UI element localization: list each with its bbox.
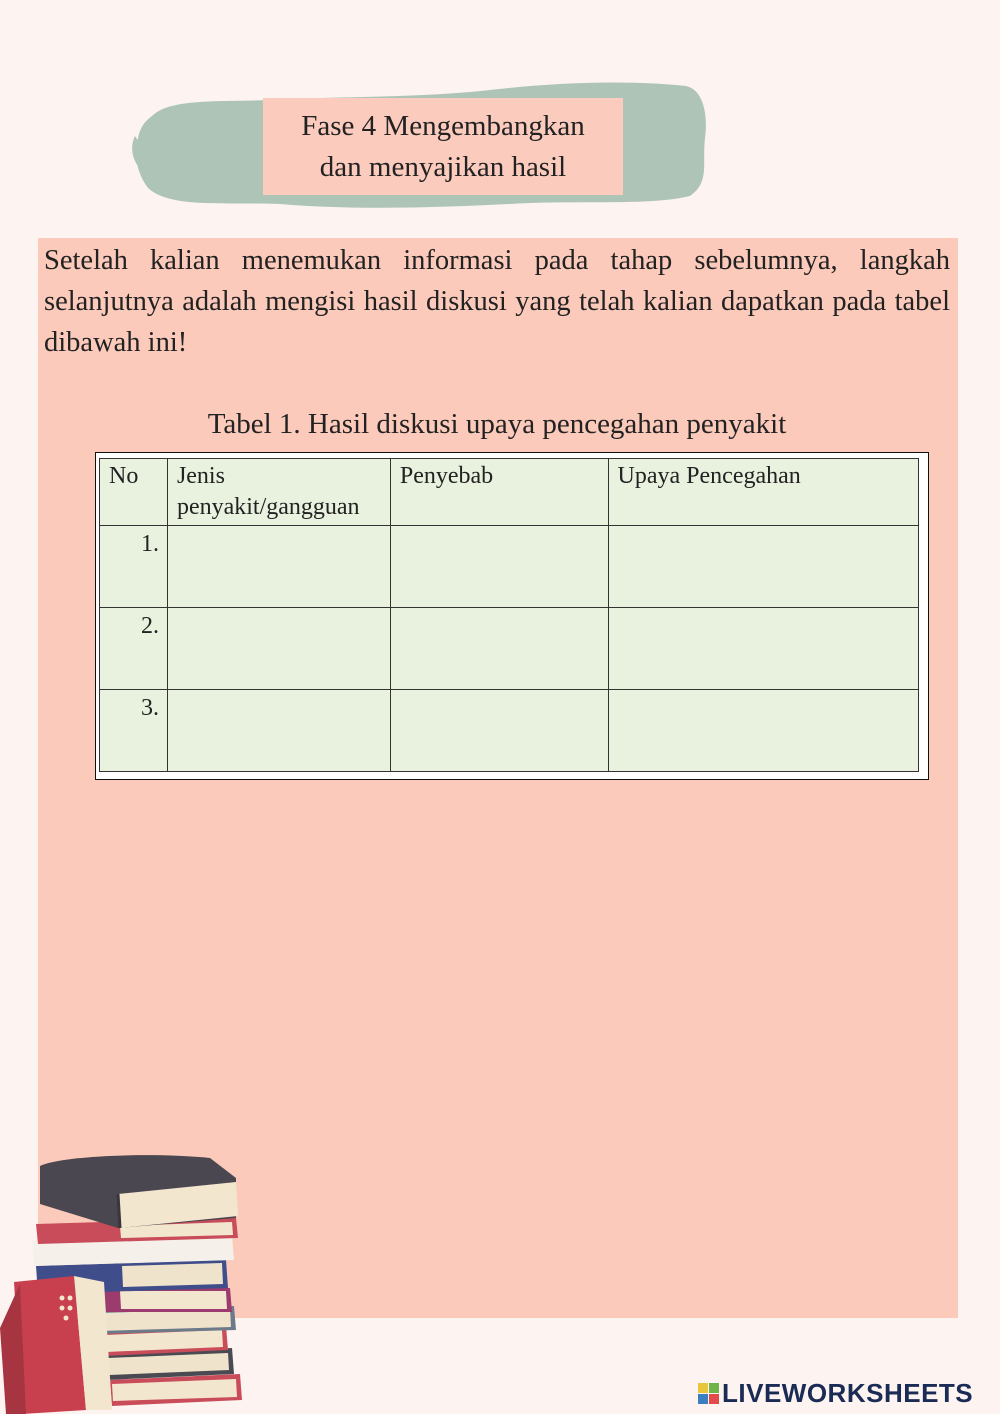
table-row bbox=[100, 608, 919, 690]
jenis-cell[interactable] bbox=[167, 526, 390, 608]
upaya-cell[interactable] bbox=[608, 690, 918, 772]
penyebab-cell[interactable] bbox=[390, 608, 608, 690]
table-caption: Tabel 1. Hasil diskusi upaya pencegahan penyakit bbox=[207, 408, 787, 440]
jenis-cell[interactable] bbox=[167, 608, 390, 690]
header-penyebab: Penyebab bbox=[390, 459, 608, 526]
header-no: No bbox=[100, 459, 168, 526]
row-number: 3. bbox=[100, 690, 168, 772]
liveworksheets-logo-icon bbox=[698, 1383, 719, 1404]
upaya-cell[interactable] bbox=[608, 608, 918, 690]
instruction-text: Setelah kalian menemukan informasi pada tahap sebelumnya, langkah selanjutnya adalah mengisi hasil diskusi yang telah kalian dapatkan pada tabel dibawah ini! bbox=[44, 245, 950, 358]
row-number: 2. bbox=[100, 608, 168, 690]
phase-title-line2: dan menyajikan hasil bbox=[319, 150, 567, 183]
upaya-cell[interactable] bbox=[608, 526, 918, 608]
jenis-cell[interactable] bbox=[167, 690, 390, 772]
table-header-row bbox=[100, 459, 919, 526]
book-stack-illustration bbox=[0, 1148, 250, 1414]
phase-title-box bbox=[263, 98, 623, 195]
row-number: 1. bbox=[100, 526, 168, 608]
penyebab-cell[interactable] bbox=[390, 526, 608, 608]
brand-name: LIVEWORKSHEETS bbox=[722, 1378, 974, 1408]
table-row bbox=[100, 526, 919, 608]
penyebab-cell[interactable] bbox=[390, 690, 608, 772]
header-upaya-pencegahan: Upaya Pencegahan bbox=[608, 459, 918, 526]
header-jenis-penyakit: Jenis penyakit/gangguan bbox=[167, 459, 390, 526]
discussion-table bbox=[99, 458, 919, 772]
discussion-table-frame bbox=[95, 452, 929, 780]
phase-title-line1: Fase 4 Mengembangkan bbox=[301, 109, 585, 142]
liveworksheets-logo[interactable] bbox=[698, 1378, 973, 1409]
table-row bbox=[100, 690, 919, 772]
